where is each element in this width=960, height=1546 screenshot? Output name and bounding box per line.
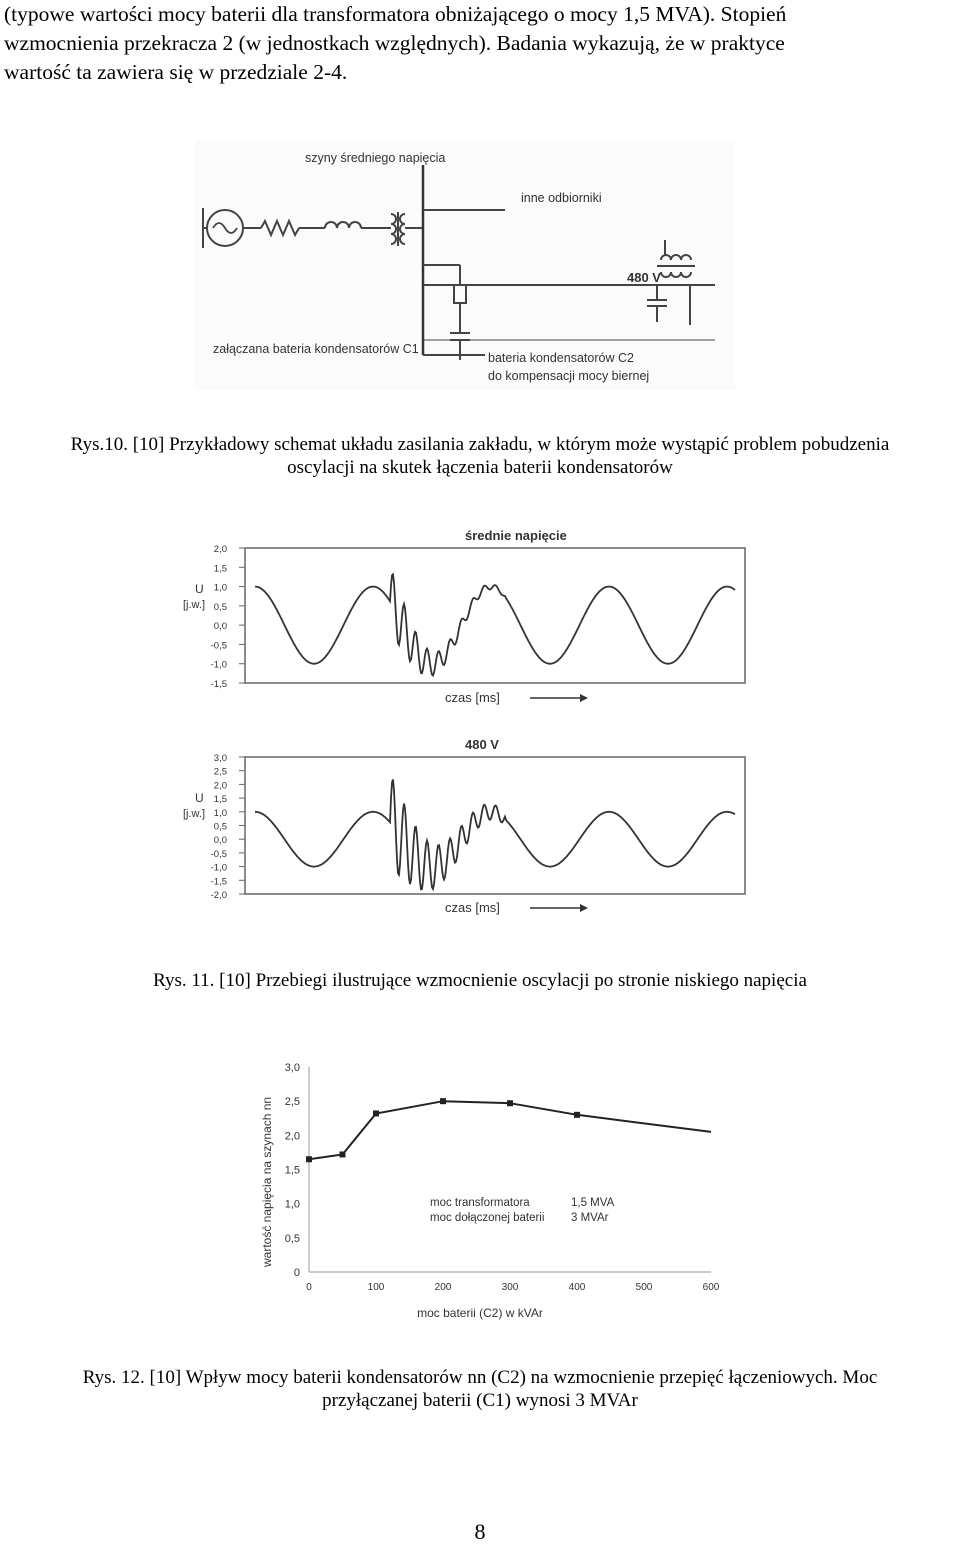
figure-10-caption-line-1: Rys.10. [10] Przykładowy schemat układu zasilania zakładu, w którym może wystąpić problem pobudzenia (70, 434, 890, 455)
figure-10-caption-line-2: oscylacji na skutek łączenia baterii kondensatorów (287, 457, 673, 478)
legend-label-2: moc dołączonej baterii (430, 1212, 545, 1224)
y-tick-label: 1,0 (213, 807, 227, 819)
y-tick-label: 1,5 (213, 794, 227, 806)
y-axis-unit: [j.w.] (183, 599, 206, 611)
data-point (373, 1110, 379, 1116)
y-axis-label: U (195, 582, 204, 596)
plot-area (309, 1067, 711, 1272)
intro-line-2: wzmocnienia przekracza 2 (w jednostkach względnych). Badania wykazują, że w praktyce (4, 31, 785, 55)
data-point (574, 1112, 580, 1118)
y-tick-label: 0,0 (213, 621, 227, 633)
y-tick-label: 1,0 (213, 582, 227, 594)
y-axis-unit: [j.w.] (183, 808, 206, 820)
x-tick-label: 400 (568, 1282, 586, 1293)
y-tick-label: 0,5 (213, 601, 227, 613)
page-number: 8 (474, 1519, 486, 1544)
figure-10-caption (0, 433, 960, 479)
x-tick-label: 300 (501, 1282, 519, 1293)
x-axis-label: czas [ms] (445, 900, 500, 915)
y-tick-label: 2,0 (213, 544, 227, 555)
figure-12-caption (0, 1366, 960, 1412)
x-axis-label: czas [ms] (445, 690, 500, 705)
figure-12-caption-line-1: Rys. 12. [10] Wpływ mocy baterii kondensatorów nn (C2) na wzmocnienie przepięć łączeniowych. Moc (82, 1367, 878, 1388)
y-tick-label: 1,5 (284, 1164, 300, 1177)
plot-area (245, 757, 745, 894)
amplification-chart (225, 1050, 735, 1330)
y-tick-label: 2,5 (213, 766, 227, 778)
waveform-panel-1 (183, 528, 745, 705)
y-tick-label: 2,0 (213, 780, 227, 792)
y-tick-label: -2,0 (210, 890, 227, 901)
intro-line-1: (typowe wartości mocy baterii dla transformatora obniżającego o mocy 1,5 MVA). Stopień (4, 2, 787, 26)
y-axis-label: wartość napięcia na szynach nn (260, 1096, 274, 1267)
time-arrow-head (580, 904, 588, 912)
y-tick-label: 0,5 (284, 1232, 300, 1245)
figure-12-caption-line-2: przyłączanej baterii (C1) wynosi 3 MVAr (322, 1390, 638, 1411)
y-tick-label: 2,5 (284, 1096, 300, 1109)
x-tick-label: 500 (635, 1282, 653, 1293)
y-tick-label: -1,5 (210, 679, 227, 690)
bus-label: szyny średniego napięcia (305, 151, 446, 165)
time-arrow-head (580, 694, 588, 702)
capacitor-c2-label-1: bateria kondensatorów C2 (488, 351, 634, 365)
y-tick-label: 1,5 (213, 563, 227, 575)
waveform-panel-2 (183, 737, 745, 915)
y-axis-label: U (195, 791, 204, 805)
circuit-diagram (195, 140, 735, 390)
x-tick-label: 100 (367, 1282, 385, 1293)
y-tick-label: 0,0 (213, 835, 227, 847)
x-tick-label: 200 (434, 1282, 452, 1293)
y-tick-label: 2,0 (284, 1130, 300, 1143)
voltage-480-label: 480 V (627, 270, 661, 285)
intro-line-3: wartość ta zawiera się w przedziale 2-4. (4, 60, 348, 84)
legend-value-2: 3 MVAr (571, 1212, 609, 1224)
y-tick-label: -0,5 (210, 640, 227, 652)
y-tick-label: -1,0 (210, 659, 227, 671)
figure-11-caption: Rys. 11. [10] Przebiegi ilustrujące wzmocnienie oscylacji po stronie niskiego napięcia (153, 970, 807, 991)
x-tick-label: 600 (702, 1282, 720, 1293)
y-tick-label: 3,0 (213, 753, 227, 764)
y-tick-label: 0 (293, 1267, 300, 1279)
x-axis-label: moc baterii (C2) w kVAr (417, 1306, 543, 1320)
data-point (340, 1151, 346, 1157)
other-loads-label: inne odbiorniki (521, 191, 602, 205)
chart-title: średnie napięcie (465, 528, 567, 543)
intro-paragraph (4, 0, 958, 87)
legend-label-1: moc transformatora (430, 1197, 530, 1209)
x-tick-label: 0 (306, 1282, 312, 1293)
capacitor-c1-label: załączana bateria kondensatorów C1 (213, 342, 419, 356)
y-tick-label: -0,5 (210, 848, 227, 860)
y-tick-label: -1,5 (210, 876, 227, 888)
data-point (507, 1100, 513, 1106)
data-point (440, 1098, 446, 1104)
y-tick-label: 0,5 (213, 821, 227, 833)
waveform-charts (175, 520, 755, 925)
chart-title: 480 V (465, 737, 499, 752)
y-tick-label: 1,0 (284, 1198, 300, 1211)
y-tick-label: 3,0 (284, 1062, 300, 1074)
data-point (306, 1156, 312, 1162)
y-tick-label: -1,0 (210, 862, 227, 874)
capacitor-c2-label-2: do kompensacji mocy biernej (488, 369, 650, 383)
legend-value-1: 1,5 MVA (571, 1197, 615, 1209)
